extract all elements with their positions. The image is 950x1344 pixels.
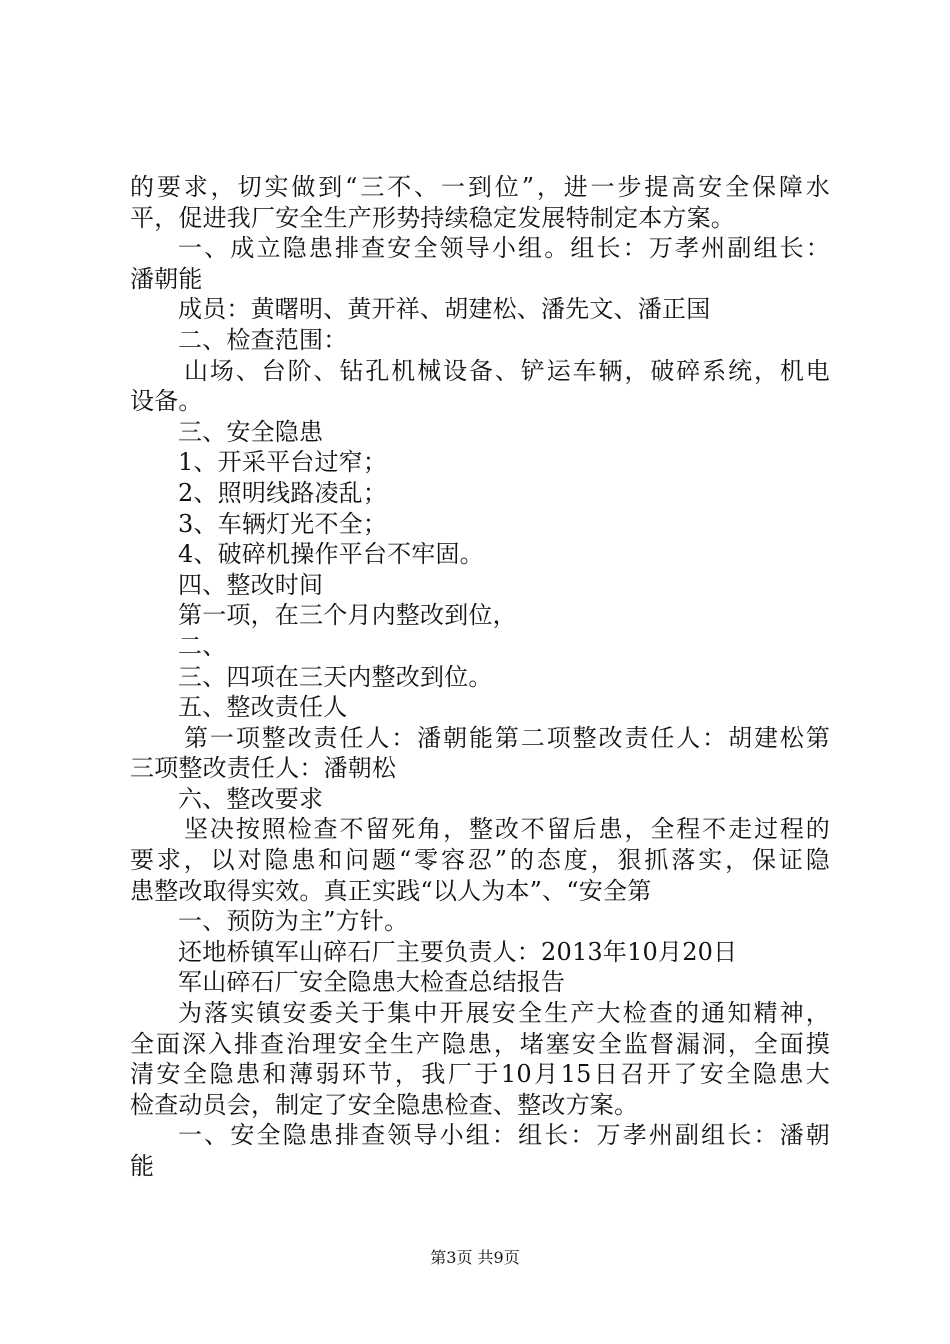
section-heading-line: 二、检查范围： [178, 325, 348, 354]
text-line: 的要求，切实做到“三不、一到位”，进一步提高安全保障水 [130, 173, 830, 201]
text-line: 二、 [178, 631, 227, 660]
text-line: 三项整改责任人：潘朝松 [130, 754, 397, 783]
list-item: 2、照明线路凌乱； [178, 478, 388, 507]
text-line: 检查动员会，制定了安全隐患检查、整改方案。 [130, 1090, 639, 1119]
section-heading-line: 一、安全隐患排查领导小组：组长：万孝州副组长：潘朝 [178, 1121, 830, 1150]
text-line: 平，促进我厂安全生产形势持续稳定发展特制定本方案。 [130, 203, 735, 232]
text-line: 要求，以对隐患和问题“零容忍”的态度，狠抓落实，保证隐 [130, 846, 830, 875]
text-line: 第一项，在三个月内整改到位， [178, 601, 517, 630]
section-heading-line: 四、整改时间 [178, 570, 324, 599]
list-item: 4、破碎机操作平台不牢固。 [178, 540, 484, 569]
text-line: 全面深入排查治理安全生产隐患，堵塞安全监督漏洞，全面摸 [130, 1029, 830, 1058]
text-line: 能 [130, 1152, 155, 1180]
text-line: 患整改取得实效。真正实践“以人为本”、“安全第 [130, 876, 652, 905]
text-line: 潘朝能 [130, 264, 203, 293]
text-line: 一、预防为主”方针。 [178, 907, 409, 936]
page-number-footer: 第3页 共9页 [430, 1248, 520, 1267]
section-heading-line: 一、成立隐患排查安全领导小组。组长：万孝州副组长： [178, 234, 830, 263]
text-line: 第一项整改责任人：潘朝能第二项整改责任人：胡建松第 [184, 723, 830, 752]
section-heading-line: 六、整改要求 [178, 784, 324, 813]
list-item: 1、开采平台过窄； [178, 448, 388, 477]
section-heading-line: 三、安全隐患 [178, 417, 324, 446]
document-body [130, 172, 830, 1182]
text-line: 山场、台阶、钻孔机械设备、铲运车辆，破碎系统，机电 [184, 356, 830, 385]
text-line: 还地桥镇军山碎石厂主要负责人：2013年10月20日 [178, 937, 738, 966]
list-item: 3、车辆灯光不全； [178, 509, 388, 538]
text-line: 为落实镇安委关于集中开展安全生产大检查的通知精神， [178, 999, 830, 1028]
section-heading-line: 五、整改责任人 [178, 693, 348, 722]
text-line: 坚决按照检查不留死角，整改不留后患，全程不走过程的 [184, 815, 830, 844]
text-line: 三、四项在三天内整改到位。 [178, 662, 493, 691]
report-title-line: 军山碎石厂安全隐患大检查总结报告 [178, 968, 566, 997]
text-line: 成员：黄曙明、黄开祥、胡建松、潘先文、潘正国 [178, 295, 711, 324]
text-line: 清安全隐患和薄弱环节，我厂于10月15日召开了安全隐患大 [130, 1060, 830, 1089]
text-line: 设备。 [130, 387, 203, 416]
